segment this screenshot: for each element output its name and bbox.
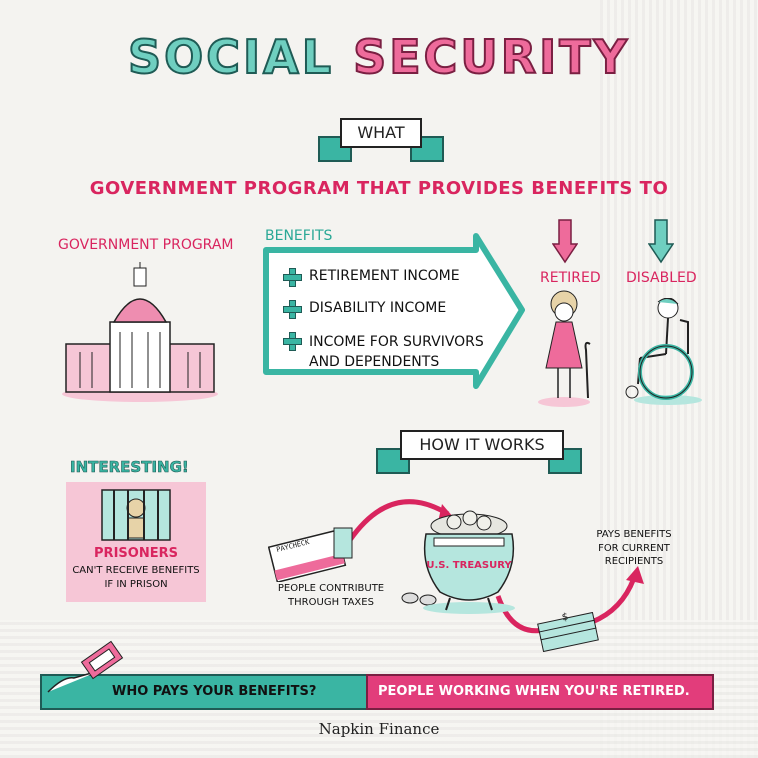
plus-icon xyxy=(283,268,301,286)
plus-icon xyxy=(283,300,301,318)
prisoners-note-line1: CAN'T RECEIVE BENEFITS xyxy=(72,565,200,576)
what-ribbon: WHAT xyxy=(340,118,422,148)
pays-benefits-label xyxy=(584,528,684,569)
plus-icon xyxy=(283,332,301,350)
page-title xyxy=(0,30,758,84)
government-program-label: GOVERNMENT PROGRAM xyxy=(58,237,234,253)
title-word-social: SOCIAL xyxy=(128,30,335,84)
how-it-works-ribbon: HOW IT WORKS xyxy=(400,430,564,460)
benefits-label: BENEFITS xyxy=(265,228,333,244)
brand-footer: Napkin Finance xyxy=(318,720,440,738)
money-symbol: $ xyxy=(560,611,570,624)
contribute-label xyxy=(272,582,390,609)
prison-cell-icon xyxy=(100,488,172,542)
retired-person-icon xyxy=(534,290,604,410)
paycheck-text: PAYCHECK xyxy=(275,538,311,554)
benefit-item-survivors xyxy=(283,332,484,373)
down-arrow-pink-icon xyxy=(552,218,578,264)
pays-line1: PAYS BENEFITS xyxy=(596,529,672,540)
who-pays-answer: PEOPLE WORKING WHEN YOU'RE RETIRED. xyxy=(378,684,690,699)
headline: GOVERNMENT PROGRAM THAT PROVIDES BENEFITS TO xyxy=(89,178,669,199)
benefit-item-retirement xyxy=(283,268,460,286)
benefit-text-line2: AND DEPENDENTS xyxy=(309,354,440,371)
contribute-line1: PEOPLE CONTRIBUTE xyxy=(277,583,385,594)
benefit-text: RETIREMENT INCOME xyxy=(309,268,460,284)
contribute-line2: THROUGH TAXES xyxy=(288,596,374,608)
retired-label: RETIRED xyxy=(540,270,601,286)
benefit-text-line1: INCOME FOR SURVIVORS xyxy=(309,334,484,350)
down-arrow-teal-icon xyxy=(648,218,674,264)
pays-line3: RECIPIENTS xyxy=(604,556,664,567)
answer-bar xyxy=(366,674,714,710)
interesting-title: INTERESTING! xyxy=(70,458,189,476)
hand-holding-money-icon xyxy=(44,636,124,696)
benefit-item-disability xyxy=(283,300,446,318)
disabled-label: DISABLED xyxy=(626,270,697,286)
wheelchair-person-icon xyxy=(610,298,702,406)
capitol-building-icon xyxy=(60,262,220,402)
treasury-label: U.S. TREASURY xyxy=(426,560,512,571)
prisoners-note xyxy=(60,564,212,591)
prisoners-label: PRISONERS xyxy=(94,546,178,561)
who-pays-question: WHO PAYS YOUR BENEFITS? xyxy=(112,684,317,699)
title-word-security: SECURITY xyxy=(353,30,630,84)
prisoners-note-line2: IF IN PRISON xyxy=(104,578,168,590)
benefit-text: DISABILITY INCOME xyxy=(309,300,447,316)
pays-line2: FOR CURRENT xyxy=(598,542,670,554)
